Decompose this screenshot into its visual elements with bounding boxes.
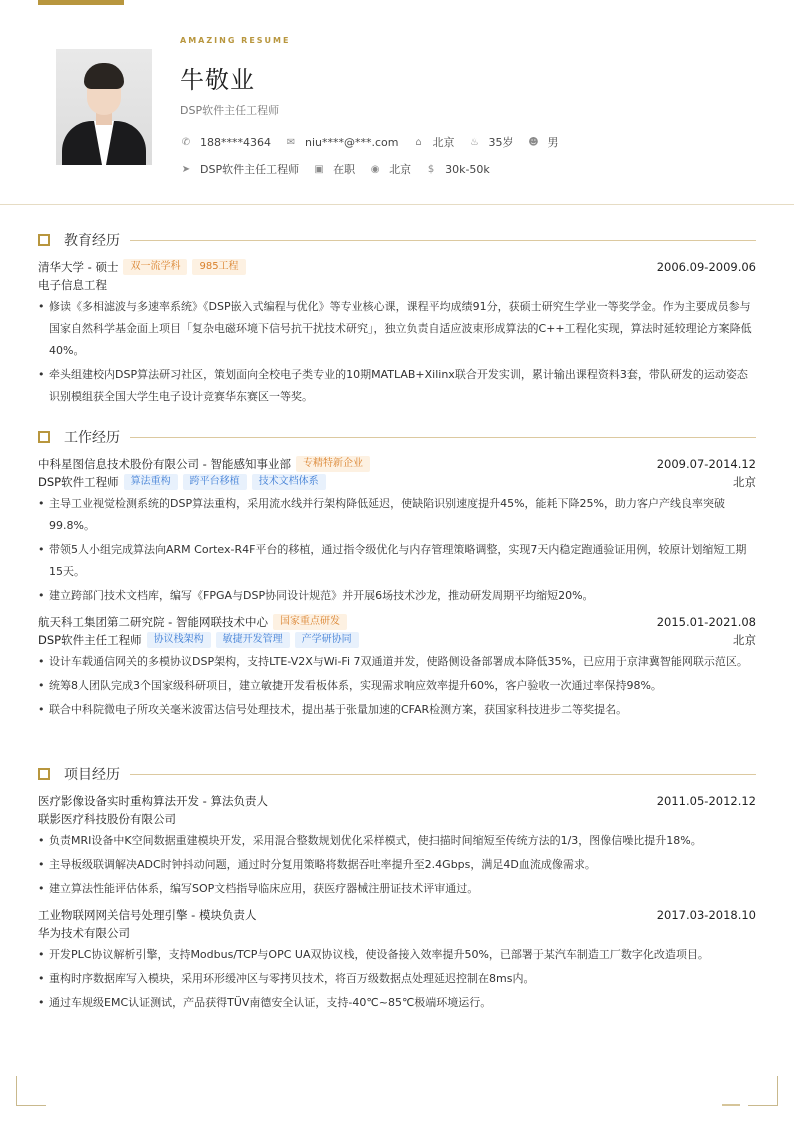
project-row [38,792,756,810]
role-name: DSP软件工程师 [38,475,119,489]
school-tag: 双一流学科 [123,259,187,275]
project-bullets [38,830,756,900]
info-phone [180,136,271,149]
role-row [38,473,756,491]
hometown-text: 北京 [432,136,455,149]
list-item: • 建立跨部门技术文档库，编写《FPGA与DSP协同设计规范》并开展6场技术沙龙，推动研发周期平均缩短20%。 [38,585,756,607]
company-tag: 专精特新企业 [296,456,370,472]
project-date: 2017.03-2018.10 [656,908,756,922]
education-title: 教育经历 [64,233,120,249]
profile-photo [56,49,152,165]
target-job-text: DSP软件主任工程师 [200,163,300,176]
brand-label: AMAZING RESUME [180,36,291,45]
work-title: 工作经历 [64,430,120,446]
project-title: 项目经历 [64,767,120,783]
section-square-icon [38,234,50,246]
candidate-title: DSP软件主任工程师 [180,104,280,117]
salary-icon: $ [427,163,435,175]
phone-text: 188****4364 [200,135,271,149]
section-square-icon [38,431,50,443]
section-divider [130,437,756,438]
info-gender [528,134,559,150]
info-email [285,136,399,149]
work-bullets [38,651,756,721]
status-text: 在职 [333,163,356,176]
company-row [38,455,756,473]
project-name: 医疗影像设备实时重构算法开发 - 算法负责人 [38,794,268,808]
location-icon: ◉ [370,163,380,175]
salary-text: 30k-50k [445,162,490,176]
education-entry [38,258,756,408]
project-entry-1 [38,792,756,900]
resume-header [0,0,794,205]
info-age [469,134,514,150]
list-item: • 通过车规级EMC认证测试，产品获得TÜV南德安全认证，支持-40℃~85℃极端环境运行。 [38,992,756,1014]
company-row [38,613,756,631]
project-company: 华为技术有限公司 [38,926,130,940]
gender-icon: ☻ [528,136,539,148]
job-intent-row [180,161,504,177]
major-row [38,276,756,294]
email-text: niu****@***.com [305,135,399,149]
list-item: • 联合中科院微电子所攻关毫米波雷达信号处理技术，提出基于张量加速的CFAR检测方案，获国家科技进步二等奖提名。 [38,699,756,721]
list-item: • 建立算法性能评估体系，编写SOP文档指导临床应用，获医疗器械注册证技术评审通过。 [38,878,756,900]
info-city [369,161,411,177]
section-divider [130,774,756,775]
work-entry-1 [38,455,756,607]
company-tag: 国家重点研发 [273,614,347,630]
role-tag: 技术文档体系 [252,474,326,490]
project-name: 工业物联网网关信号处理引擎 - 模块负责人 [38,908,257,922]
education-bullets [38,296,756,408]
footer-accent-dash [722,1104,740,1106]
section-divider [130,240,756,241]
list-item: • 主导板级联调解决ADC时钟抖动问题，通过时分复用策略将数据吞吐率提升至2.4Gbps，满足4D血流成像需求。 [38,854,756,876]
project-row [38,906,756,924]
project-date: 2011.05-2012.12 [656,794,756,808]
cake-icon: ♨ [470,136,479,148]
list-item: • 负责MRI设备中K空间数据重建模块开发，采用混合整数规划优化采样模式，使扫描时间缩短至传统方法的1/3，图像信噪比提升18%。 [38,830,756,852]
section-square-icon [38,768,50,780]
corner-ornament-right [748,1076,778,1106]
company-name: 中科星图信息技术股份有限公司 - 智能感知事业部 [38,457,291,471]
phone-icon: ✆ [181,136,191,148]
role-tag: 跨平台移植 [183,474,247,490]
list-item: • 重构时序数据库写入模块，采用环形缓冲区与零拷贝技术，将百万级数据点处理延迟控制在8ms内。 [38,968,756,990]
work-city: 北京 [733,475,756,489]
list-item: • 统筹8人团队完成3个国家级科研项目，建立敏捷开发看板体系，实现需求响应效率提升60%，客户验收一次通过率保持98%。 [38,675,756,697]
send-icon: ➤ [181,163,191,175]
age-text: 35岁 [488,136,514,149]
list-item: • 修读《多相滤波与多速率系统》《DSP嵌入式编程与优化》等专业核心课，课程平均成绩91分，获硕士研究生学业一等奖学金。作为主要成员参与国家自然科学基金面上项目「复杂电磁环境下信号抗干扰技术研究」，独立负责自适应波束形成算法的C++工程化实现，算法时延较理论方案降低40%。 [38,296,756,362]
education-row [38,258,756,276]
list-item: • 开发PLC协议解析引擎，支持Modbus/TCP与OPC UA双协议栈，使设备接入效率提升50%，已部署于某汽车制造工厂数字化改造项目。 [38,944,756,966]
education-section-header [38,232,756,248]
role-row [38,631,756,649]
role-name: DSP软件主任工程师 [38,633,142,647]
role-tag: 协议栈架构 [147,632,211,648]
contact-row [180,134,573,150]
role-tag: 敏捷开发管理 [216,632,290,648]
work-bullets [38,493,756,607]
corner-ornament-left [16,1076,46,1106]
gender-text: 男 [547,136,559,149]
role-tag: 产学研协同 [295,632,359,648]
project-section-header [38,766,756,782]
work-date: 2015.01-2021.08 [656,615,756,629]
education-date: 2006.09-2009.06 [656,260,756,274]
info-target-job [180,161,299,177]
project-company-row [38,924,756,942]
project-company: 联影医疗科技股份有限公司 [38,812,176,826]
info-salary [425,163,490,176]
info-status [313,161,355,177]
major-name: 电子信息工程 [38,278,107,292]
company-name: 航天科工集团第二研究院 - 智能网联技术中心 [38,615,268,629]
project-company-row [38,810,756,828]
city-text: 北京 [389,163,412,176]
work-section-header [38,429,756,445]
briefcase-icon: ▣ [314,163,324,175]
info-hometown [413,134,455,150]
list-item: • 牵头组建校内DSP算法研习社区，策划面向全校电子类专业的10期MATLAB+Xilinx联合开发实训，累计输出课程资料3套，带队研发的运动姿态识别模组获全国大学生电子设计竞赛华东赛区一等奖。 [38,364,756,408]
list-item: • 带领5人小组完成算法向ARM Cortex-R4F平台的移植，通过指令级优化与内存管理策略调整，实现7天内稳定跑通验证用例，较原计划缩短工期15天。 [38,539,756,583]
mail-icon: ✉ [286,136,296,148]
work-city: 北京 [733,633,756,647]
role-tag: 算法重构 [124,474,178,490]
home-icon: ⌂ [415,136,422,148]
work-date: 2009.07-2014.12 [656,457,756,471]
project-bullets [38,944,756,1014]
candidate-name: 牛敬业 [180,66,255,94]
list-item: • 设计车载通信网关的多模协议DSP架构，支持LTE-V2X与Wi-Fi 7双通道并发，使路侧设备部署成本降低35%，已应用于京津冀智能网联示范区。 [38,651,756,673]
work-entry-2 [38,613,756,721]
project-entry-2 [38,906,756,1014]
school-tag: 985工程 [192,259,245,275]
school-name: 清华大学 - 硕士 [38,260,119,274]
list-item: • 主导工业视觉检测系统的DSP算法重构，采用流水线并行架构降低延迟，使缺陷识别速度提升45%，能耗下降25%，助力客户产线良率突破99.8%。 [38,493,756,537]
